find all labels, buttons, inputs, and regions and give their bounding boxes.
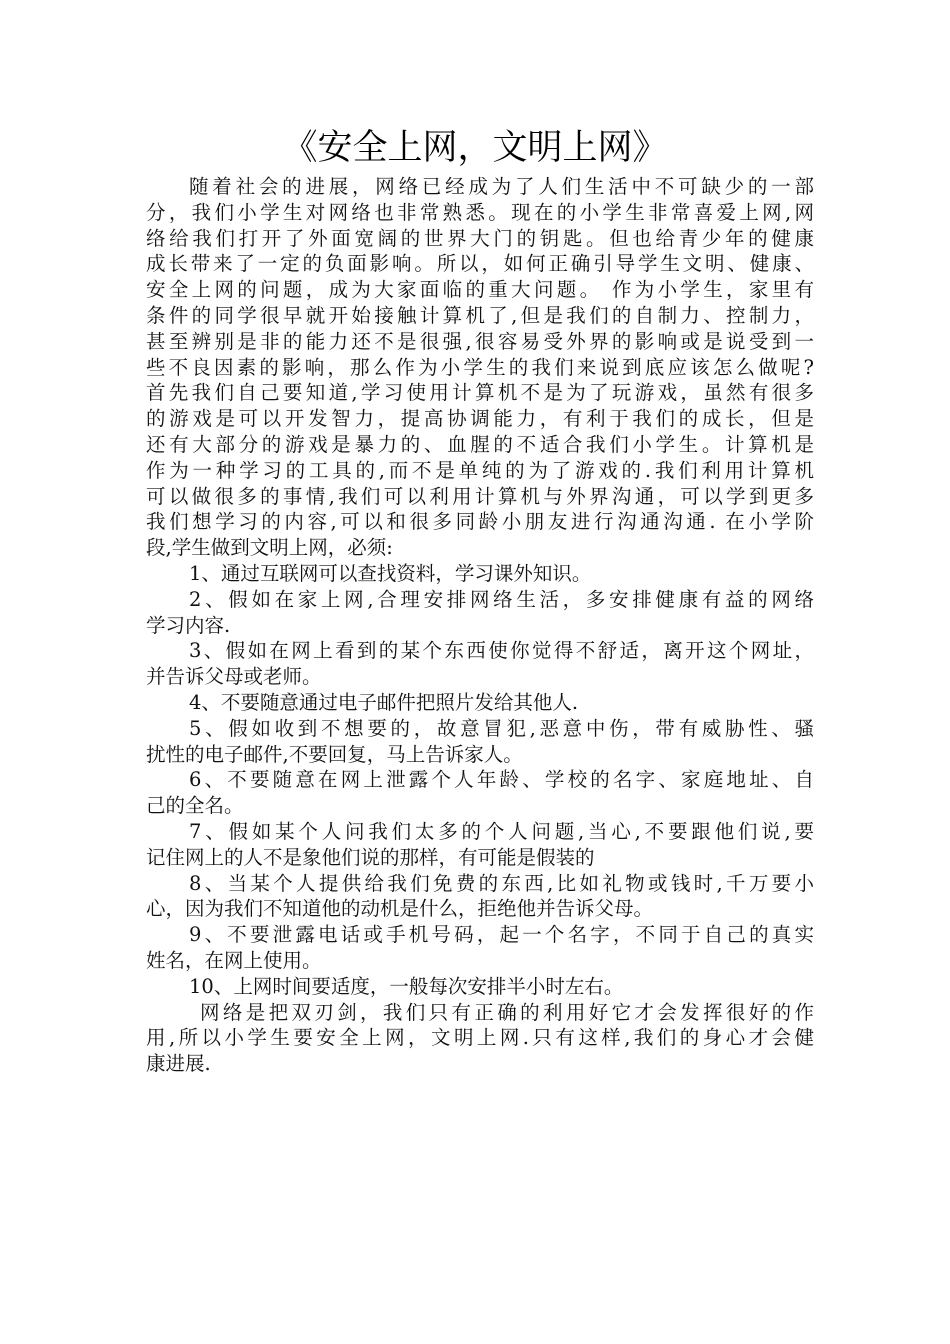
text-line: 7、假如某个人问我们太多的个人问题,当心,不要跟他们说,要 [189, 819, 814, 843]
text-line: 网络是把双刃剑，我们只有正确的利用好它才会发挥很好的作 [200, 1000, 814, 1024]
text-line: 可以做很多的事情,我们可以利用计算机与外界沟通，可以学到更多 [146, 484, 814, 508]
text-line: 首先我们自己要知道,学习使用计算机不是为了玩游戏，虽然有很多 [146, 381, 814, 405]
text-line: 随着社会的进展，网络已经成为了人们生活中不可缺少的一部 [189, 175, 814, 198]
text-line: 8、当某个人提供给我们免费的东西,比如礼物或钱时,千万要小 [189, 871, 814, 895]
text-line: 9、不要泄露电话或手机号码，起一个名字，不同于自己的真实 [189, 923, 814, 947]
text-line: 络给我们打开了外面宽阔的世界大门的钥匙。但也给青少年的健康 [146, 226, 814, 250]
text-line: 甚至辨别是非的能力还不是很强,很容易受外界的影响或是说受到一 [146, 329, 814, 353]
text-line: 用,所以小学生要安全上网，文明上网.只有这样,我们的身心才会健 [146, 1026, 814, 1050]
text-line: 心，因为我们不知道他的动机是什么，拒绝他并告诉父母。 [146, 897, 654, 921]
text-line: 6、不要随意在网上泄露个人年龄、学校的名字、家庭地址、自 [189, 768, 814, 792]
text-line: 1、通过互联网可以查找资料，学习课外知识。 [189, 561, 592, 585]
text-line: 成长带来了一定的负面影响。所以，如何正确引导学生文明、健康、 [146, 252, 814, 276]
document-title: 《安全上网，文明上网》 [282, 128, 668, 168]
text-line: 康进展. [146, 1052, 211, 1076]
text-line: 并告诉父母或老师。 [146, 665, 322, 689]
text-line: 作为一种学习的工具的,而不是单纯的为了游戏的.我们利用计算机 [146, 458, 814, 482]
text-line: 5、假如收到不想要的，故意冒犯,恶意中伤，带有威胁性、骚 [189, 716, 814, 740]
text-line: 分，我们小学生对网络也非常熟悉。现在的小学生非常喜爱上网,网 [146, 200, 814, 224]
text-line: 10、上网时间要适度，一般每次安排半小时左右。 [189, 974, 624, 998]
text-line: 学习内容. [146, 613, 231, 637]
text-line: 姓名，在网上使用。 [146, 948, 322, 972]
text-line: 己的全名。 [146, 794, 244, 818]
text-line: 我们想学习的内容,可以和很多同龄小朋友进行沟通沟通. 在小学阶 [146, 510, 814, 534]
text-line: 条件的同学很早就开始接触计算机了,但是我们的自制力、控制力， [146, 303, 814, 327]
text-line: 些不良因素的影响，那么作为小学生的我们来说到底应该怎么做呢? [146, 355, 814, 379]
text-line: 4、不要随意通过电子邮件把照片发给其他人. [189, 690, 579, 714]
document-body [146, 174, 814, 1077]
text-line: 段,学生做到文明上网，必须: [146, 536, 393, 560]
text-line: 记住网上的人不是象他们说的那样，有可能是假装的 [146, 845, 595, 869]
text-line: 2、假如在家上网,合理安排网络生活，多安排健康有益的网络 [189, 587, 814, 611]
text-line: 安全上网的问题，成为大家面临的重大问题。 作为小学生，家里有 [146, 278, 814, 302]
text-line: 3、假如在网上看到的某个东西使你觉得不舒适，离开这个网址， [189, 639, 814, 663]
text-line: 的游戏是可以开发智力，提高协调能力，有利于我们的成长，但是 [146, 407, 814, 431]
text-line: 还有大部分的游戏是暴力的、血腥的不适合我们小学生。计算机是 [146, 432, 814, 456]
text-line: 扰性的电子邮件,不要回复，马上告诉家人。 [146, 742, 523, 766]
